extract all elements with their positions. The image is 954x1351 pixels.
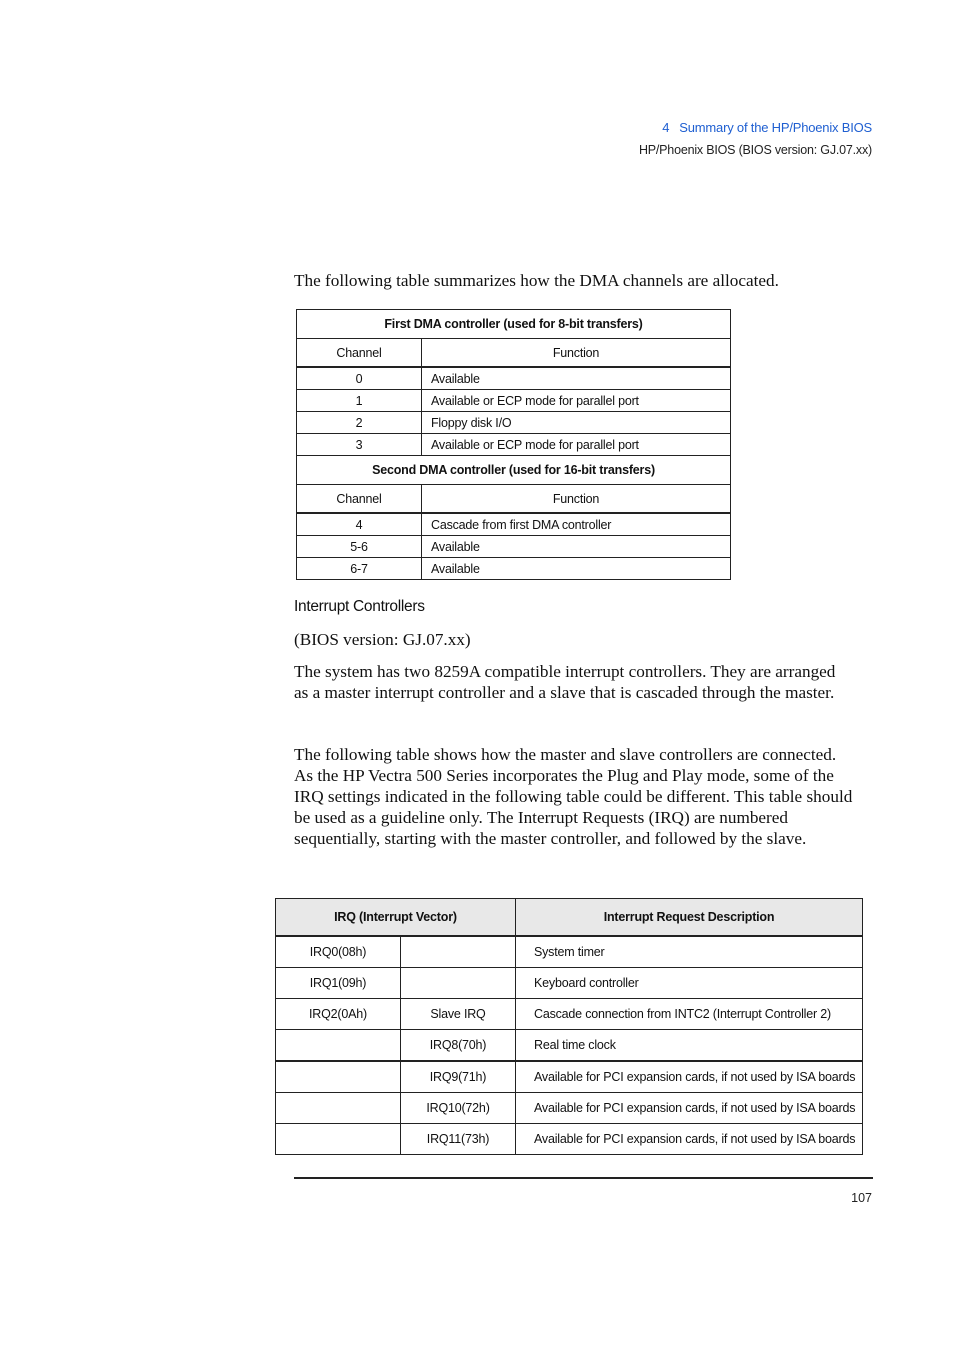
table-row — [297, 558, 731, 580]
description-cell: Available for PCI expansion cards, if not used by ISA boards — [516, 1124, 863, 1155]
master-irq-cell — [276, 1093, 401, 1124]
channel-cell: 4 — [297, 513, 422, 536]
function-cell: Cascade from first DMA controller — [422, 513, 731, 536]
function-cell: Available or ECP mode for parallel port — [422, 390, 731, 412]
table-row — [297, 412, 731, 434]
footer-rule — [294, 1177, 873, 1179]
table-row — [276, 968, 863, 999]
table-row — [276, 936, 863, 968]
irq-header-row — [276, 899, 863, 937]
master-irq-cell: IRQ2(0Ah) — [276, 999, 401, 1030]
table-row — [276, 1093, 863, 1124]
col-function: Function — [422, 339, 731, 368]
slave-irq-cell: Slave IRQ — [401, 999, 516, 1030]
function-cell: Floppy disk I/O — [422, 412, 731, 434]
slave-irq-cell: IRQ11(73h) — [401, 1124, 516, 1155]
dma-table — [296, 309, 731, 580]
table-row — [276, 1030, 863, 1062]
master-irq-cell: IRQ0(08h) — [276, 936, 401, 968]
description-cell: Keyboard controller — [516, 968, 863, 999]
interrupt-paragraph-1: The system has two 8259A compatible interrupt controllers. They are arranged as a master interrupt controller and a slave that is cascaded through the master. — [294, 662, 836, 702]
function-cell: Available — [422, 558, 731, 580]
section-heading: Interrupt Controllers — [294, 598, 425, 615]
chapter-number: 4 — [662, 120, 670, 135]
channel-cell: 6-7 — [297, 558, 422, 580]
col-channel: Channel — [297, 485, 422, 514]
channel-cell: 5-6 — [297, 536, 422, 558]
channel-cell: 3 — [297, 434, 422, 456]
dma-second-header-row — [297, 485, 731, 514]
bios-version-line: (BIOS version: GJ.07.xx) — [294, 630, 471, 649]
master-irq-cell: IRQ1(09h) — [276, 968, 401, 999]
table-row — [297, 390, 731, 412]
dma-second-title-row — [297, 456, 731, 485]
col-function: Function — [422, 485, 731, 514]
master-irq-cell — [276, 1124, 401, 1155]
table-row — [297, 434, 731, 456]
slave-irq-cell: IRQ10(72h) — [401, 1093, 516, 1124]
description-cell: Cascade connection from INTC2 (Interrupt Controller 2) — [516, 999, 863, 1030]
description-cell: Available for PCI expansion cards, if not used by ISA boards — [516, 1061, 863, 1093]
dma-second-title: Second DMA controller (used for 16-bit transfers) — [297, 456, 731, 485]
description-cell: Available for PCI expansion cards, if not used by ISA boards — [516, 1093, 863, 1124]
dma-first-header-row — [297, 339, 731, 368]
col-description: Interrupt Request Description — [516, 899, 863, 937]
table-row — [297, 367, 731, 390]
dma-first-title: First DMA controller (used for 8-bit transfers) — [297, 310, 731, 339]
table-row — [276, 999, 863, 1030]
slave-irq-cell — [401, 936, 516, 968]
dma-first-title-row — [297, 310, 731, 339]
col-irq: IRQ (Interrupt Vector) — [276, 899, 516, 937]
interrupt-paragraph-2: The following table shows how the master and slave controllers are connected. As the HP Vectra 500 Series incorporates the Plug and Play mode, some of the IRQ settings indicated in the following table could be different. This table should be used as a guideline only. The Interrupt Requests (IRQ) are numbered sequentially, starting with the master controller, and followed by the slave. — [294, 745, 853, 848]
page-number: 107 — [851, 1191, 872, 1205]
channel-cell: 0 — [297, 367, 422, 390]
running-subtitle: HP/Phoenix BIOS (BIOS version: GJ.07.xx) — [638, 143, 872, 157]
col-channel: Channel — [297, 339, 422, 368]
master-irq-cell — [276, 1030, 401, 1062]
function-cell: Available — [422, 536, 731, 558]
function-cell: Available or ECP mode for parallel port — [422, 434, 731, 456]
table-row — [276, 1061, 863, 1093]
function-cell: Available — [422, 367, 731, 390]
chapter-header — [662, 120, 872, 135]
chapter-title: Summary of the HP/Phoenix BIOS — [679, 120, 872, 135]
irq-table — [275, 898, 863, 1155]
table-row — [297, 536, 731, 558]
master-irq-cell — [276, 1061, 401, 1093]
slave-irq-cell: IRQ9(71h) — [401, 1061, 516, 1093]
slave-irq-cell: IRQ8(70h) — [401, 1030, 516, 1062]
slave-irq-cell — [401, 968, 516, 999]
channel-cell: 2 — [297, 412, 422, 434]
table-row — [276, 1124, 863, 1155]
description-cell: System timer — [516, 936, 863, 968]
dma-intro-paragraph: The following table summarizes how the DMA channels are allocated. — [294, 271, 779, 290]
description-cell: Real time clock — [516, 1030, 863, 1062]
table-row — [297, 513, 731, 536]
channel-cell: 1 — [297, 390, 422, 412]
